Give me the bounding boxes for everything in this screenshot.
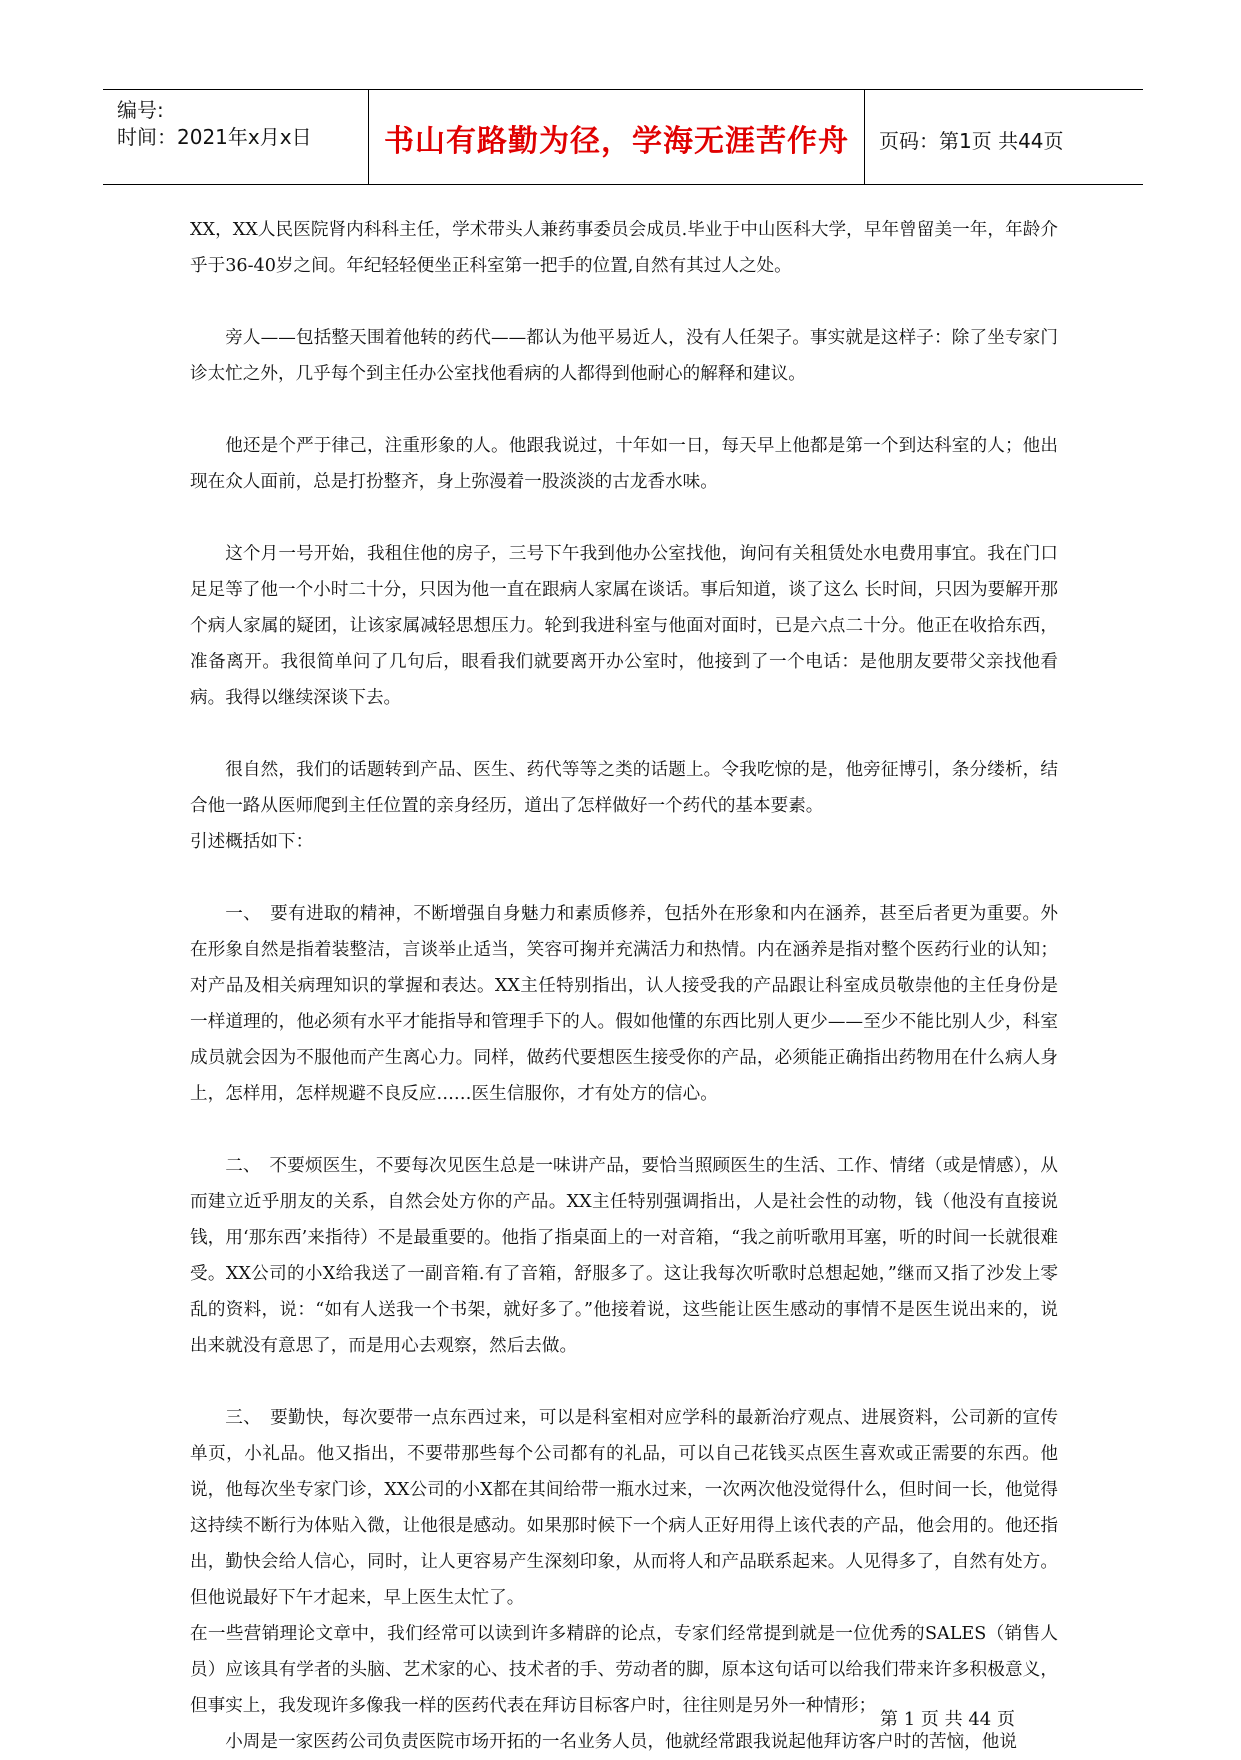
paragraph-intro: XX，XX人民医院肾内科科主任，学术带头人兼药事委员会成员.毕业于中山医科大学，早年曾留美一年，年龄介乎于36-40岁之间。年纪轻轻便坐正科室第一把手的位置,自然有其过人之处。 [190,220,1058,276]
page-footer: 第 1 页 共 44 页 [880,1709,1015,1730]
paragraph: 他还是个严于律己，注重形象的人。他跟我说过，十年如一日，每天早上他都是第一个到达科室的人；他出现在众人面前，总是打扮整齐，身上弥漫着一股淡淡的古龙香水味。 [190,436,1058,492]
list-item-point-2: 二、 不要烦医生，不要每次见医生总是一味讲产品，要恰当照顾医生的生活、工作、情绪（或是情感），从而建立近乎朋友的关系，自然会处方你的产品。XX主任特别强调指出，人是社会性的动物，钱（他没有直接说钱，用‘那东西’来指待）不是最重要的。他指了指桌面上的一对音箱，“我之前听歌用耳塞，听的时间一长就很难受。XX公司的小X给我送了一副音箱.有了音箱，舒服多了。这让我每次听歌时总想起她，”继而又指了沙发上零乱的资料，说：“如有人送我一个书架，就好多了。”他接着说，这些能让医生感动的事情不是医生说出来的，说出来就没有意思了，而是用心去观察，然后去做。 [190,1156,1058,1356]
list-item-point-3: 三、 要勤快，每次要带一点东西过来，可以是科室相对应学科的最新治疗观点、进展资料，公司新的宣传单页，小礼品。他又指出，不要带那些每个公司都有的礼品，可以自己花钱买点医生喜欢或正需要的东西。他说，他每次坐专家门诊，XX公司的小X都在其间给带一瓶水过来，一次两次他没觉得什么，但时间一长，他觉得这持续不断行为体贴入微，让他很是感动。如果那时候下一个病人正好用得上该代表的产品，他会用的。他还指出，勤快会给人信心，同时，让人更容易产生深刻印象，从而将人和产品联系起来。人见得多了，自然有处方。但他说最好下午才起来，早上医生太忙了。 [190,1408,1058,1608]
header-page-cell [865,90,1143,184]
page-info: 页码：第1页 共44页 [879,129,1064,153]
paragraph: 旁人——包括整天围着他转的药代——都认为他平易近人，没有人任架子。事实就是这样子：除了坐专家门诊太忙之外，几乎每个到主任办公室找他看病的人都得到他耐心的解释和建议。 [190,328,1058,384]
header-motto-cell [368,90,865,184]
header-meta-cell [103,90,368,184]
paragraph-summary-lead: 引述概括如下： [190,832,314,852]
document-body [190,212,1058,1760]
paragraph: 在一些营销理论文章中，我们经常可以读到许多精辟的论点，专家们经常提到就是一位优秀的SALES（销售人员）应该具有学者的头脑、艺术家的心、技术者的手、劳动者的脚，原本这句话可以给我们带来许多积极意义，但事实上，我发现许多像我一样的医药代表在拜访目标客户时，往往则是另外一种情形； [190,1624,1058,1716]
time-label: 时间：2021年x月x日 [117,125,312,149]
paragraph: 这个月一号开始，我租住他的房子，三号下午我到他办公室找他，询问有关租赁处水电费用事宜。我在门口足足等了他一个小时二十分，只因为他一直在跟病人家属在谈话。事后知道，谈了这么 长时间，只因为要解开那个病人家属的疑团，让该家属减轻思想压力。轮到我进科室与他面对面时，已是六点二十分。他正在收拾东西，准备离开。我很简单问了几句后，眼看我们就要离开办公室时，他接到了一个电话：是他朋友要带父亲找他看病。我得以继续深谈下去。 [190,544,1058,708]
motto-title: 书山有路勤为径，学海无涯苦作舟 [384,124,849,159]
number-label: 编号: [117,98,164,122]
document-header [103,89,1143,185]
paragraph: 小周是一家医药公司负责医院市场开拓的一名业务人员，他就经常跟我说起他拜访客户时的苦恼，他说 [225,1732,1017,1752]
paragraph: 很自然，我们的话题转到产品、医生、药代等等之类的话题上。令我吃惊的是，他旁征博引，条分缕析，结合他一路从医师爬到主任位置的亲身经历，道出了怎样做好一个药代的基本要素。 [190,760,1058,816]
list-item-point-1: 一、 要有进取的精神，不断增强自身魅力和素质修养，包括外在形象和内在涵养，甚至后者更为重要。外在形象自然是指着装整洁，言谈举止适当，笑容可掬并充满活力和热情。内在涵养是指对整个医药行业的认知；对产品及相关病理知识的掌握和表达。XX主任特别指出，认人接受我的产品跟让科室成员敬崇他的主任身份是一样道理的，他必须有水平才能指导和管理手下的人。假如他懂的东西比别人更少——至少不能比别人少，科室成员就会因为不服他而产生离心力。同样，做药代要想医生接受你的产品，必须能正确指出药物用在什么病人身上，怎样用，怎样规避不良反应……医生信服你，才有处方的信心。 [190,904,1058,1104]
